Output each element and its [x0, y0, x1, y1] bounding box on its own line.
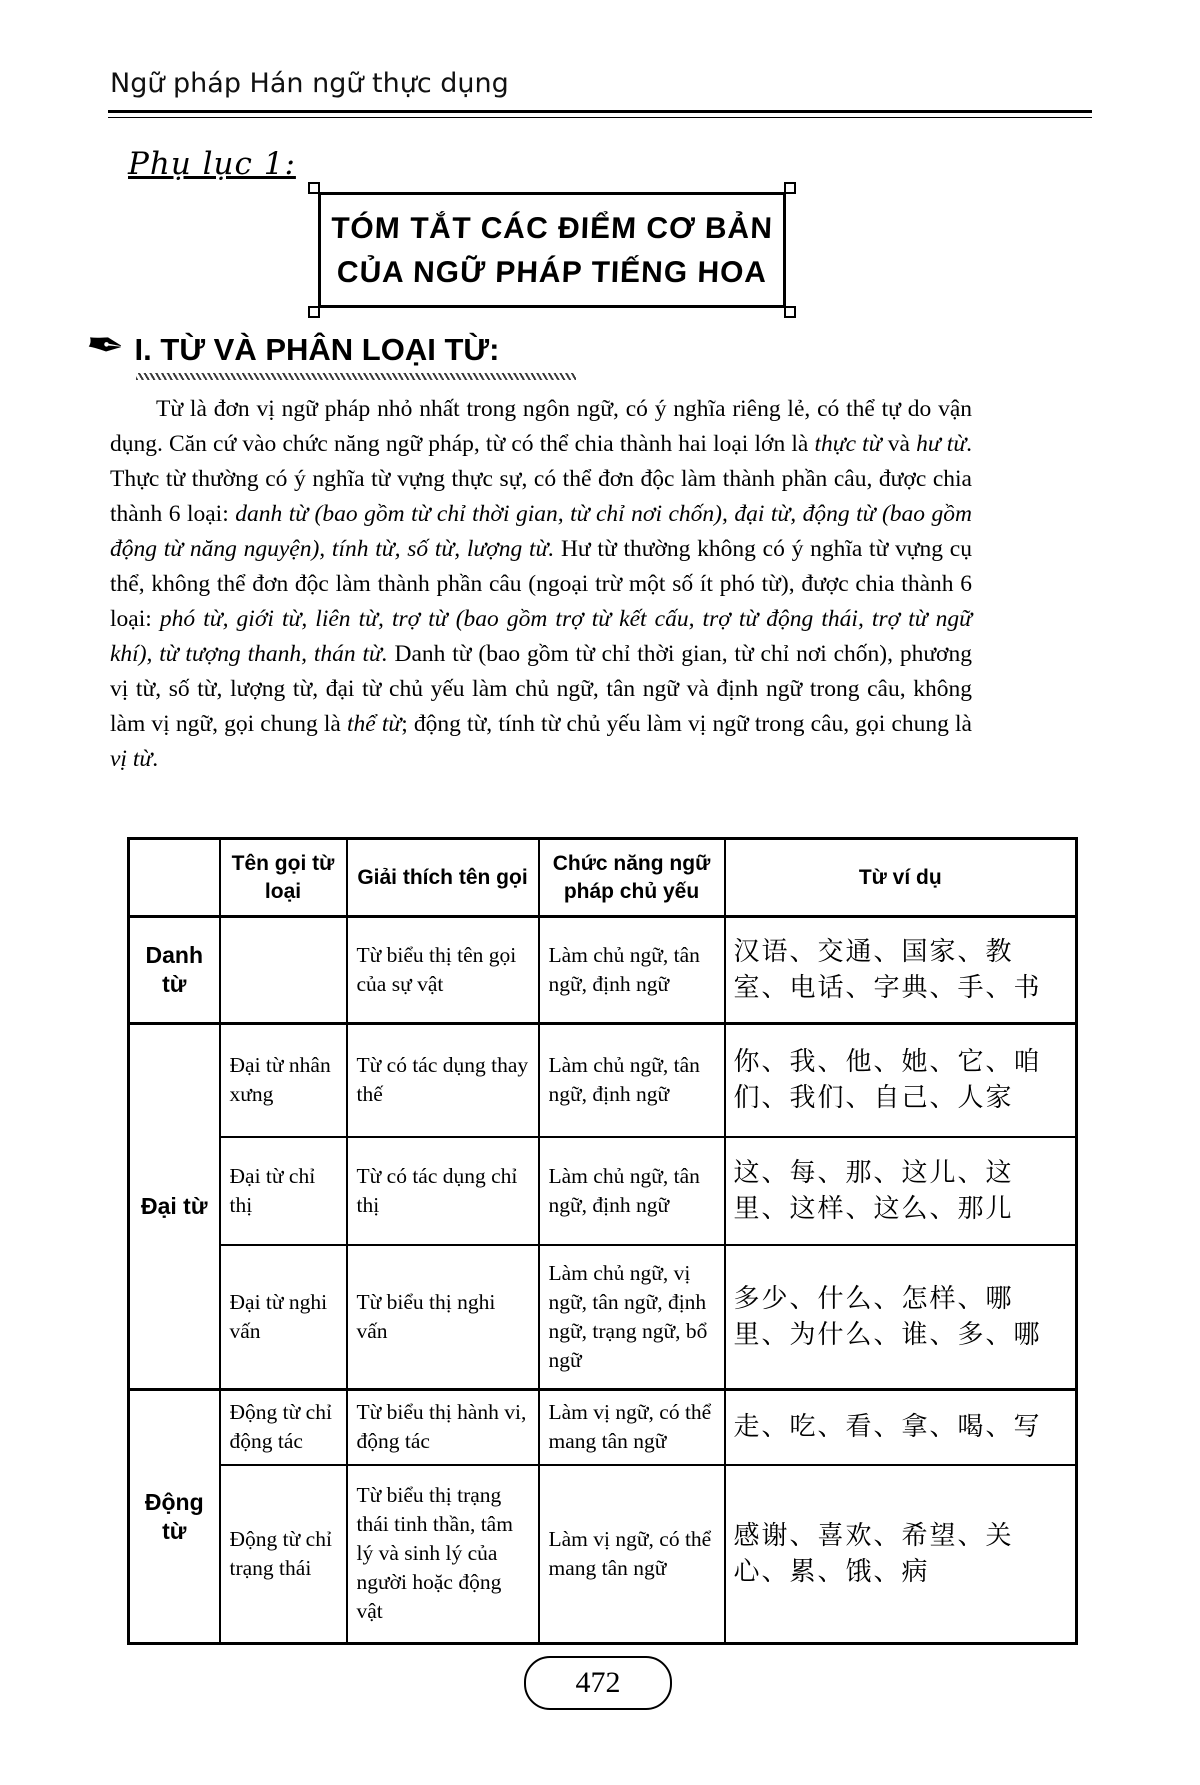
paragraph-italic-segment: thể từ: [346, 711, 402, 737]
header-cell-examples: Từ ví dụ: [725, 839, 1077, 917]
appendix-label: Phụ lục 1:: [128, 146, 296, 182]
section-heading-block: [82, 315, 576, 380]
function-cell: Làm chủ ngữ, tân ngữ, định ngữ: [539, 917, 725, 1024]
table-body: [129, 917, 1077, 1644]
explain-cell: Từ biểu thị hành vi, động tác: [347, 1390, 539, 1465]
corner-square-icon: [784, 182, 796, 194]
paragraph-segment: Danh từ (bao gồm từ chỉ thời gian, từ chỉ nơi chốn), phương vị từ, số từ, lượng từ, đại từ chủ yếu làm chủ ngữ, tân ngữ và định ngữ trong câu, không làm vị ngữ, gọi chung là: [110, 641, 972, 737]
page-number-pill: [524, 1656, 672, 1710]
paragraph-segment: .: [152, 746, 159, 772]
examples-cell: 感谢、喜欢、希望、关心、累、饿、病: [725, 1465, 1077, 1644]
header-cell-group: [129, 839, 220, 917]
examples-cell: 汉语、交通、国家、教室、电话、字典、手、书: [725, 917, 1077, 1024]
header-cell-subtype: Tên gọi từ loại: [220, 839, 347, 917]
page-title-line2: CỦA NGỮ PHÁP TIẾNG HOA: [336, 256, 768, 289]
examples-cell: 你、我、他、她、它、咱们、我们、自己、人家: [725, 1024, 1077, 1137]
function-cell: Làm chủ ngữ, tân ngữ, định ngữ: [539, 1137, 725, 1245]
explain-cell: Từ có tác dụng thay thế: [347, 1024, 539, 1137]
heading-underline: [136, 373, 576, 380]
table-row: [129, 1465, 1077, 1644]
table-row: [129, 1390, 1077, 1465]
examples-cell: 走、吃、看、拿、喝、写: [725, 1390, 1077, 1465]
table-row: [129, 917, 1077, 1024]
table-header-row: [129, 839, 1077, 917]
corner-square-icon: [784, 306, 796, 318]
subtype-cell: Đại từ chỉ thị: [220, 1137, 347, 1245]
section-heading: I. TỪ VÀ PHÂN LOẠI TỪ:: [134, 332, 500, 367]
group-name-cell: Đại từ: [129, 1024, 220, 1390]
subtype-cell: [220, 917, 347, 1024]
header-cell-function: Chức năng ngữ pháp chủ yếu: [539, 839, 725, 917]
function-cell: Làm vị ngữ, có thể mang tân ngữ: [539, 1390, 725, 1465]
table-row: [129, 1245, 1077, 1390]
paragraph-italic-segment: phó từ, giới từ, liên từ, trợ từ (bao gồm trợ từ kết cấu, trợ từ động thái, trợ từ ngữ khí), từ tượng thanh, thán từ.: [110, 606, 972, 667]
subtype-cell: Động từ chỉ trạng thái: [220, 1465, 347, 1644]
title-box: [318, 192, 786, 308]
subtype-cell: Đại từ nghi vấn: [220, 1245, 347, 1390]
pen-icon: ✒: [82, 315, 129, 375]
explain-cell: Từ biểu thị nghi vấn: [347, 1245, 539, 1390]
word-class-table: [127, 837, 1078, 1645]
subtype-cell: Động từ chỉ động tác: [220, 1390, 347, 1465]
header-cell-explain: Giải thích tên gọi: [347, 839, 539, 917]
table-row: [129, 1024, 1077, 1137]
running-header: Ngữ pháp Hán ngữ thực dụng: [110, 68, 509, 99]
explain-cell: Từ biểu thị trạng thái tinh thần, tâm lý và sinh lý của người hoặc động vật: [347, 1465, 539, 1644]
explain-cell: Từ biểu thị tên gọi của sự vật: [347, 917, 539, 1024]
paragraph-segment: Từ là đơn vị ngữ pháp nhỏ nhất trong ngôn ngữ, có ý nghĩa riêng lẻ, có thể tự do vận dụng. Căn cứ vào chức năng ngữ pháp, từ có thể chia thành hai loại lớn là: [110, 396, 972, 457]
group-name-cell: Danh từ: [129, 917, 220, 1024]
page-title-line1: TÓM TẮT CÁC ĐIỂM CƠ BẢN: [330, 212, 774, 245]
examples-cell: 多少、什么、怎样、哪里、为什么、谁、多、哪: [725, 1245, 1077, 1390]
intro-paragraph: [110, 392, 972, 777]
explain-cell: Từ có tác dụng chỉ thị: [347, 1137, 539, 1245]
paragraph-segment: và: [881, 431, 917, 457]
subtype-cell: Đại từ nhân xưng: [220, 1024, 347, 1137]
paragraph-italic-segment: thực từ: [814, 431, 882, 457]
table-row: [129, 1137, 1077, 1245]
corner-square-icon: [308, 306, 320, 318]
function-cell: Làm chủ ngữ, tân ngữ, định ngữ: [539, 1024, 725, 1137]
page-number: 472: [575, 1666, 621, 1699]
corner-square-icon: [308, 182, 320, 194]
paragraph-segment: ; động từ, tính từ chủ yếu làm vị ngữ trong câu, gọi chung là: [401, 711, 972, 737]
header-rule: [108, 110, 1092, 118]
paragraph-italic-segment: vị từ: [110, 746, 153, 772]
paragraph-segment: . Thực từ thường có ý nghĩa từ vựng thực sự, có thể đơn độc làm thành phần câu, được chia thành 6 loại:: [110, 431, 973, 527]
paragraph-segment: Hư từ thường không có ý nghĩa từ vựng cụ thể, không thể đơn độc làm thành phần câu (ngoại trừ một số ít phó từ), được chia thành 6 loại:: [110, 536, 972, 632]
paragraph-italic-segment: danh từ (bao gồm từ chỉ thời gian, từ chỉ nơi chốn), đại từ, động từ (bao gồm động từ năng nguyện), tính từ, số từ, lượng từ.: [110, 501, 972, 562]
function-cell: Làm vị ngữ, có thể mang tân ngữ: [539, 1465, 725, 1644]
paragraph-italic-segment: hư từ: [916, 431, 967, 457]
examples-cell: 这、每、那、这儿、这里、这样、这么、那儿: [725, 1137, 1077, 1245]
function-cell: Làm chủ ngữ, vị ngữ, tân ngữ, định ngữ, trạng ngữ, bổ ngữ: [539, 1245, 725, 1390]
group-name-cell: Động từ: [129, 1390, 220, 1644]
